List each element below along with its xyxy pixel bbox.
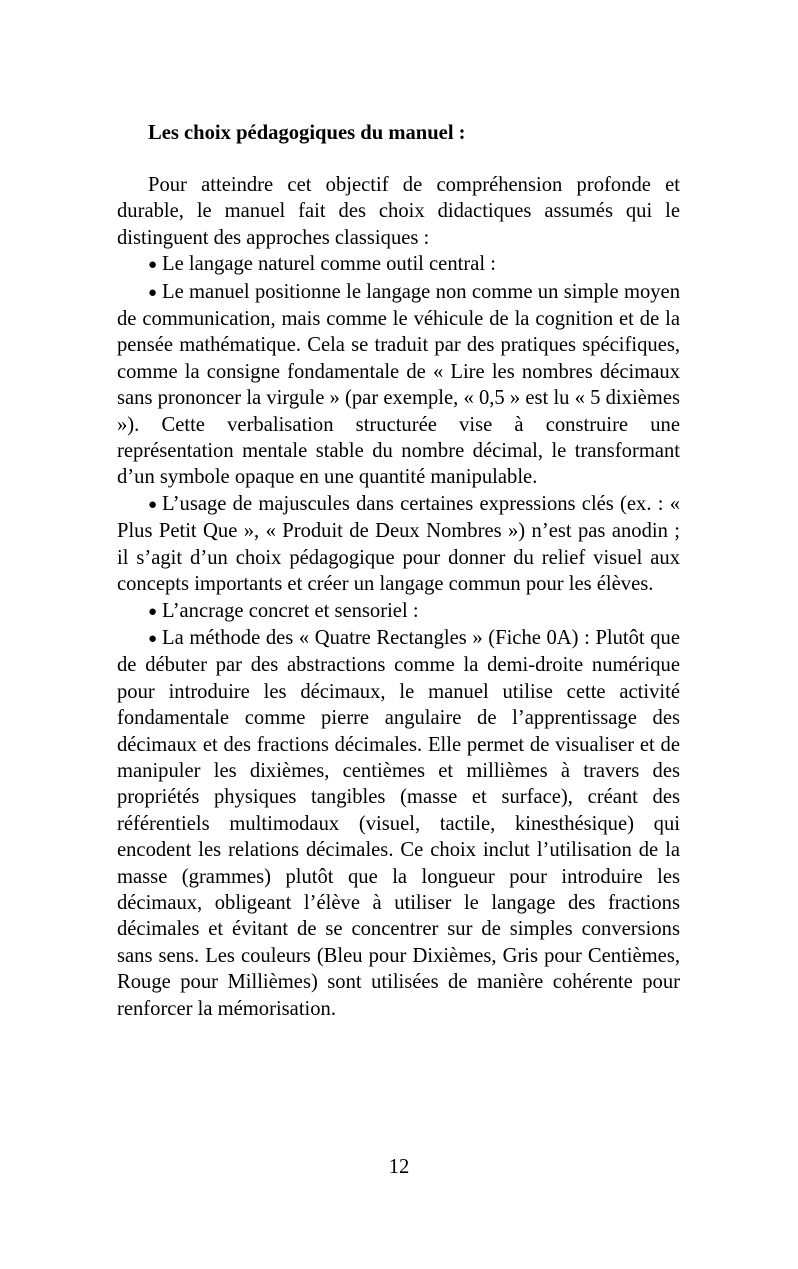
bullet-item-language-role xyxy=(117,279,680,491)
bullet-text: Le langage naturel comme outil central : xyxy=(162,253,496,276)
page-body xyxy=(117,118,680,1022)
bullet-text: Le manuel positionne le langage non comme un simple moyen de communication, mais comme le véhicule de la cognition et de la pensée mathématique. Cela se traduit par des pratiques spécifiques, comme la consigne fondamentale de « Lire les nombres décimaux sans prononcer la virgule » (par exemple, « 0,5 » est lu « 5 dixièmes »). Cette verbalisation structurée vise à construire une représentation mentale stable du nombre décimal, le transformant d’un symbole opaque en une quantité manipulable. xyxy=(117,280,680,489)
bullet-item-capital-letters xyxy=(117,491,680,598)
intro-paragraph: Pour atteindre cet objectif de compréhension profonde et durable, le manuel fait des choix didactiques assumés qui le distinguent des approches classiques : xyxy=(117,174,680,249)
bullet-text: L’usage de majuscules dans certaines expressions clés (ex. : « Plus Petit Que », « Produit de Deux Nombres ») n’est pas anodin ; il s’agit d’un choix pédagogique pour donner du relief visuel aux concepts importants et créer un langage commun pour les élèves. xyxy=(117,492,680,596)
bullet-text: L’ancrage concret et sensoriel : xyxy=(162,599,419,622)
bullet-item-natural-language xyxy=(117,251,680,278)
section-heading: Les choix pédagogiques du manuel : xyxy=(148,122,466,144)
bullet-icon: ● xyxy=(148,284,158,301)
page-number: 12 xyxy=(388,1156,410,1178)
bullet-item-four-rectangles xyxy=(117,625,680,1022)
bullet-item-concrete-anchoring xyxy=(117,598,680,625)
bullet-icon: ● xyxy=(148,257,158,274)
bullet-icon: ● xyxy=(148,630,158,647)
bullet-icon: ● xyxy=(148,603,158,620)
bullet-icon: ● xyxy=(148,496,158,513)
bullet-text: La méthode des « Quatre Rectangles » (Fiche 0A) : Plutôt que de débuter par des abstractions comme la demi-droite numérique pour introduire les décimaux, le manuel utilise cette activité fondamentale comme pierre angulaire de l’apprentissage des décimaux et des fractions décimales. Elle permet de visualiser et de manipuler les dixièmes, centièmes et millièmes à travers des propriétés physiques tangibles (masse et surface), créant des référentiels multimodaux (visuel, tactile, kinesthésique) qui encodent les relations décimales. Ce choix inclut l’utilisation de la masse (grammes) plutôt que la longueur pour introduire les décimaux, obligeant l’élève à utiliser le langage des fractions décimales et évitant de se concentrer sur de simples conversions sans sens. Les couleurs (Bleu pour Dixièmes, Gris pour Centièmes, Rouge pour Millièmes) sont utilisées de manière cohérente pour renforcer la mémorisation. xyxy=(117,626,680,1020)
